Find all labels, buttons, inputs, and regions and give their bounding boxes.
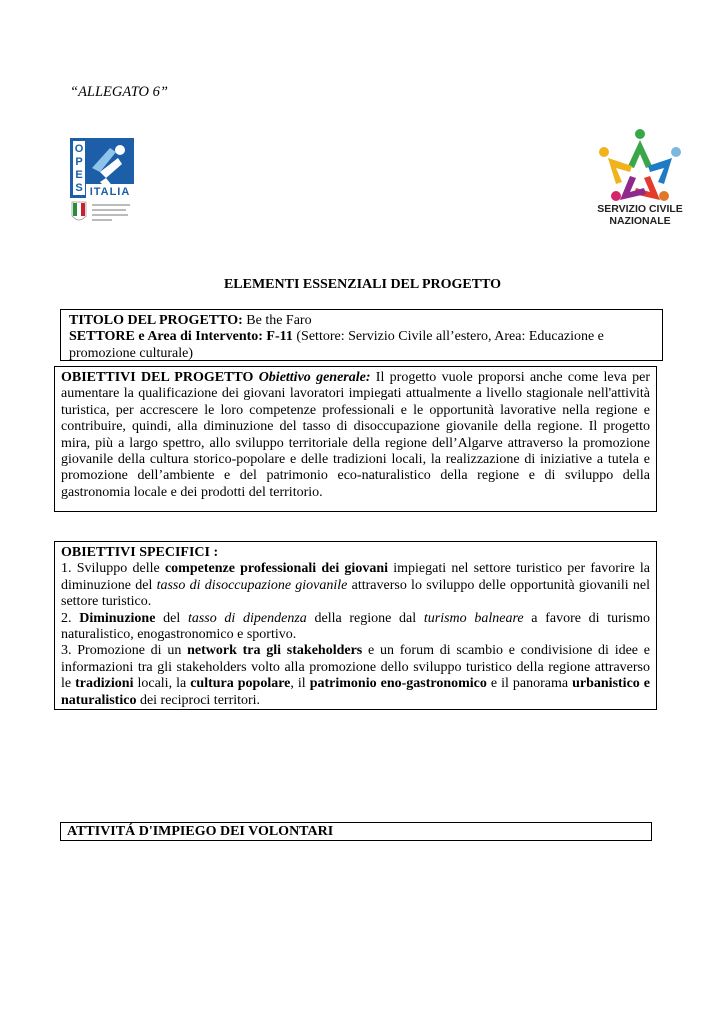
svg-text:P: P bbox=[75, 156, 83, 168]
scn-line2: NAZIONALE bbox=[609, 215, 671, 227]
obiettivi-label: OBIETTIVI DEL PROGETTO bbox=[61, 370, 254, 385]
servizio-civile-logo bbox=[592, 128, 688, 228]
obiettivi-specifici-label: OBIETTIVI SPECIFICI : bbox=[61, 545, 219, 560]
attivita-box bbox=[60, 822, 652, 841]
opes-italia-logo bbox=[70, 138, 134, 228]
svg-text:ITALIA: ITALIA bbox=[89, 186, 131, 198]
svg-text:S: S bbox=[75, 182, 83, 194]
obiettivi-specifici-box bbox=[54, 541, 657, 710]
titolo-value: Be the Faro bbox=[242, 313, 312, 328]
attivita-label: ATTIVITÁ D'IMPIEGO DEI VOLONTARI bbox=[67, 824, 334, 839]
obiettivo-item-2: 2. Diminuzione del tasso di dipendenza della regione dal turismo balneare a favore di turismo naturalistico, enogastronomico e sportivo. bbox=[61, 610, 651, 643]
settore-label: SETTORE e Area di Intervento: F-11 bbox=[69, 329, 293, 345]
svg-text:E: E bbox=[75, 169, 83, 181]
obiettivo-generale-label: Obiettivo generale: bbox=[258, 370, 371, 385]
titolo-box bbox=[60, 309, 663, 361]
titolo-label: TITOLO DEL PROGETTO: bbox=[69, 313, 243, 328]
obiettivo-item-3: 3. Promozione di un network tra gli stakeholders e un forum di scambio e condivisione di idee e informazioni tra gli stakeholders volto alla promozione dello sviluppo turistico della regione attraverso le tradizioni locali, la cultura popolare, il patrimonio eno-gastronomico e il panorama urbanistico e naturalistico dei reciproci territori. bbox=[61, 643, 651, 708]
obiettivo-generale-text: Il progetto vuole proporsi anche come leva per aumentare la qualificazione dei giovani lavoratori impiegati attualmente a livello stagionale nell'attività turistica, per accrescere le loro competenze professionali e le opportunità lavorative nella regione e contribuire, quindi, alla diminuzione del tasso di disoccupazione giovanile della regione. Il progetto mira, più a largo spettro, allo sviluppo territoriale della regione dell’Algarve attraverso la promozione giovanile della cultura storico-popolare e delle tradizioni locali, la realizzazione di iniziative a tutela e promozione dell’ambiente e del patrimonio eco-naturalistico della regione e di sviluppo della gastronomia locale e dei prodotti del territorio. bbox=[61, 370, 650, 500]
obiettivo-item-1: 1. Sviluppo delle competenze professionali dei giovani impiegati nel settore turistico per favorire la diminuzione del tasso di disoccupazione giovanile attraverso lo sviluppo delle opportunità giovanili nel settore turistico. bbox=[61, 561, 650, 610]
obiettivi-box bbox=[54, 366, 657, 512]
scn-line1: SERVIZIO CIVILE bbox=[597, 203, 683, 215]
allegato-label: “ALLEGATO 6” bbox=[70, 84, 168, 100]
document-title: ELEMENTI ESSENZIALI DEL PROGETTO bbox=[223, 277, 502, 292]
settore-value: (Settore: Servizio Civile all’estero, Area: Educazione e promozione culturale) bbox=[69, 329, 604, 361]
svg-text:O: O bbox=[74, 143, 84, 155]
